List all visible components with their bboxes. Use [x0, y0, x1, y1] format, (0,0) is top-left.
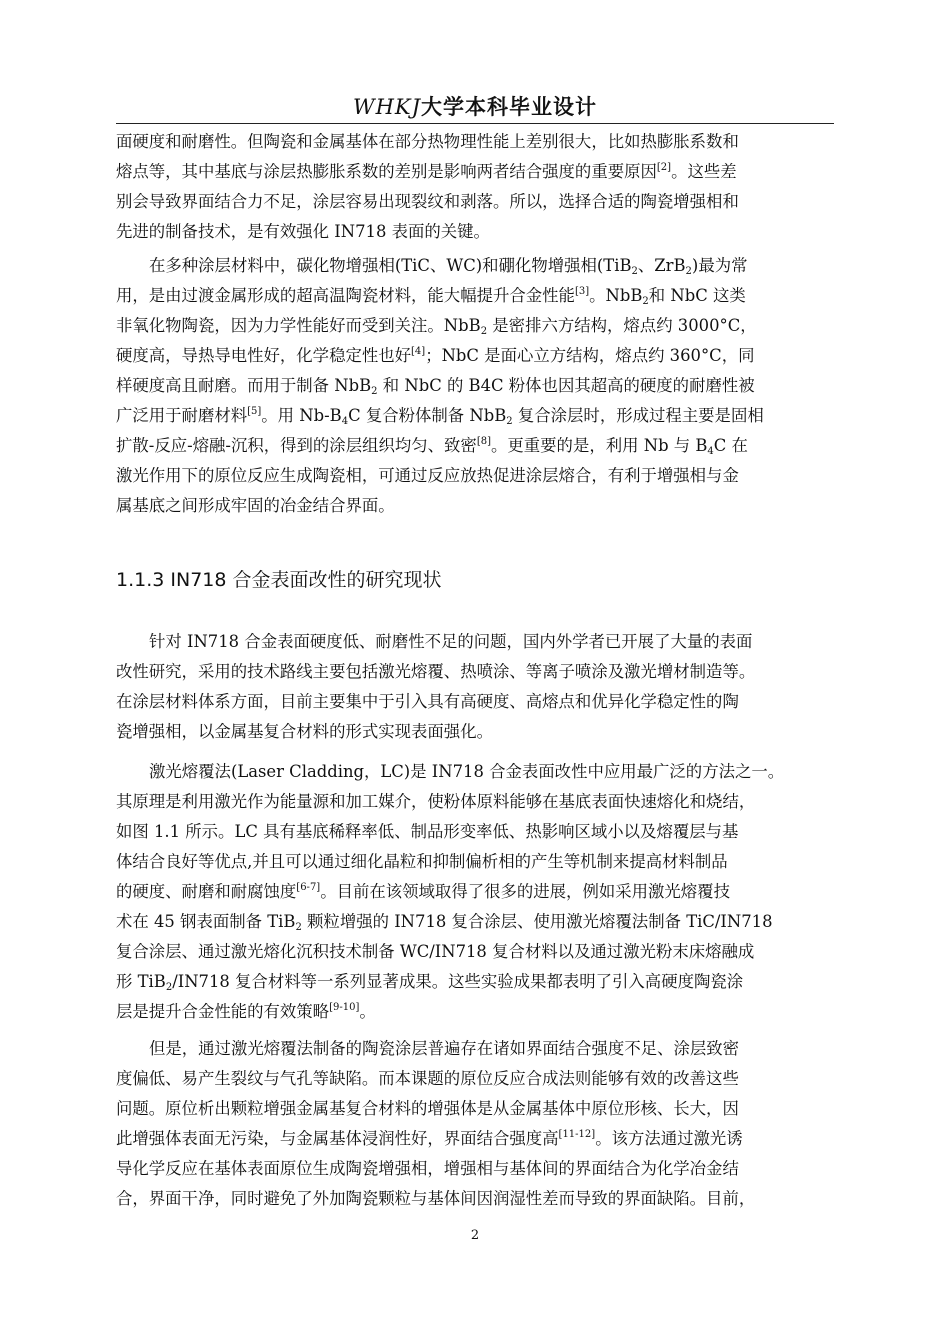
citation: [11-12]: [558, 1129, 596, 1140]
subscript: 2: [371, 386, 378, 397]
text-run: ；NbC 是面心立方结构，熔点约 360°C，同: [425, 346, 755, 365]
text-line: 导化学反应在基体表面原位生成陶瓷增强相，增强相与基体间的界面结合为化学冶金结: [116, 1159, 739, 1178]
text-run: C 在: [713, 436, 748, 455]
subscript: 2: [685, 266, 692, 277]
citation: [3]: [574, 286, 590, 297]
text-line: [116, 997, 838, 1027]
paragraph-1: [116, 127, 838, 247]
text-line: 如图 1.1 所示。LC 具有基底稀释率低、制品形变率低、热影响区域小以及熔覆层与基: [116, 822, 739, 841]
subscript: 4: [707, 446, 714, 457]
text-run: 形 TiB: [116, 972, 166, 991]
text-line: 其原理是利用激光作为能量源和加工媒介，使粉体原料能够在基底表面快速熔化和烧结，: [116, 792, 756, 811]
text-line: [116, 251, 838, 281]
text-line: 瓷增强相，以金属基复合材料的形式实现表面强化。: [116, 722, 493, 741]
text-run: 。用 Nb-B: [261, 406, 342, 425]
text-run: 的硬度、耐磨和耐腐蚀度: [116, 882, 297, 901]
subscript: 2: [480, 326, 488, 337]
section-heading: 1.1.3 IN718 合金表面改性的研究现状: [116, 569, 442, 591]
text-line: [116, 907, 838, 937]
text-line: [116, 341, 838, 371]
text-line: 复合涂层、通过激光熔化沉积技术制备 WC/IN718 复合材料以及通过激光粉末床熔融成: [116, 942, 755, 961]
text-run: 扩散-反应-熔融-沉积，得到的涂层组织均匀、致密: [116, 436, 477, 455]
text-run: 硬度高，导热导电性好，化学稳定性也好: [116, 346, 412, 365]
subscript: 2: [506, 416, 513, 427]
text-run: 和 NbC 这类: [648, 286, 746, 305]
paragraph-2: [116, 251, 838, 521]
text-line: 在涂层材料体系方面，目前主要集中于引入具有高硬度、高熔点和优异化学稳定性的陶: [116, 692, 739, 711]
text-line: [116, 371, 838, 401]
text-line: 面硬度和耐磨性。但陶瓷和金属基体在部分热物理性能上差别很大，比如热膨胀系数和: [116, 132, 739, 151]
subscript: 2: [165, 982, 173, 993]
text-run: /IN718 复合材料等一系列显著成果。这些实验成果都表明了引入高硬度陶瓷涂: [172, 972, 744, 991]
text-line: [116, 877, 838, 907]
text-run: 非氧化物陶瓷，因为力学性能好而受到关注。NbB: [116, 316, 481, 335]
text-run: 、ZrB: [637, 256, 686, 275]
text-line: [116, 157, 838, 187]
text-run: 层是提升合金性能的有效策略: [116, 1002, 330, 1021]
text-run: 。这些差: [671, 162, 737, 181]
text-line: [116, 431, 838, 461]
text-line: 激光作用下的原位反应生成陶瓷相，可通过反应放热促进涂层熔合，有利于增强相与金: [116, 466, 739, 485]
header-latin: WHKJ: [352, 95, 421, 119]
text-run: )最为常: [691, 256, 748, 275]
paragraph-3: [116, 627, 838, 747]
text-run: 熔点等，其中基底与涂层热膨胀系数的差别是影响两者结合强度的重要原因: [116, 162, 657, 181]
text-run: 。更重要的是，利用 Nb 与 B: [491, 436, 708, 455]
paragraph-4: [116, 757, 838, 1027]
text-run: 术在 45 钢表面制备 TiB: [116, 912, 296, 931]
text-run: 颗粒增强的 IN718 复合涂层、使用激光熔覆法制备 TiC/IN718: [301, 912, 773, 931]
text-line: 针对 IN718 合金表面硬度低、耐磨性不足的问题，国内外学者已开展了大量的表面: [149, 632, 753, 651]
text-line: 但是，通过激光熔覆法制备的陶瓷涂层普遍存在诸如界面结合强度不足、涂层致密: [149, 1039, 740, 1058]
text-run: 。该方法通过激光诱: [595, 1129, 743, 1148]
citation: [4]: [411, 346, 426, 357]
text-line: [116, 281, 838, 311]
text-line: 改性研究，采用的技术路线主要包括激光熔覆、热喷涂、等离子喷涂及激光增材制造等。: [116, 662, 756, 681]
text-run: 和 NbC 的 B4C 粉体也因其超高的硬度的耐磨性被: [377, 376, 755, 395]
subscript: 2: [631, 266, 638, 277]
citation: [9-10]: [329, 1002, 360, 1013]
citation: [8]: [476, 436, 491, 447]
citation: [6-7]: [296, 882, 321, 893]
text-run: 。目前在该领域取得了很多的进展，例如采用激光熔覆技: [320, 882, 730, 901]
citation: [5]: [247, 406, 262, 417]
header-title: 大学本科毕业设计: [421, 94, 597, 119]
text-line: 问题。原位析出颗粒增强金属基复合材料的增强体是从金属基体中原位形核、长大，因: [116, 1099, 739, 1118]
citation: [2]: [656, 162, 672, 173]
text-run: 样硬度高且耐磨。而用于制备 NbB: [116, 376, 372, 395]
subscript: 2: [642, 296, 649, 307]
text-run: 是密排六方结构，熔点约 3000°C，: [487, 316, 757, 335]
text-line: [116, 967, 838, 997]
subscript: 2: [295, 922, 302, 933]
text-line: 属基底之间形成牢固的冶金结合界面。: [116, 496, 395, 515]
text-line: [116, 311, 838, 341]
text-line: 先进的制备技术，是有效强化 IN718 表面的关键。: [116, 222, 490, 241]
subscript: 4: [341, 416, 349, 427]
text-line: 激光熔覆法(Laser Cladding，LC)是 IN718 合金表面改性中应用最广泛的方法之一。: [149, 762, 785, 781]
text-line: 度偏低、易产生裂纹与气孔等缺陷。而本课题的原位反应合成法则能够有效的改善这些: [116, 1069, 739, 1088]
text-run: 此增强体表面无污染，与金属基体浸润性好，界面结合强度高: [116, 1129, 559, 1148]
text-run: C 复合粉体制备 NbB: [348, 406, 507, 425]
text-run: 。: [359, 1002, 376, 1021]
page-number: 2: [470, 1228, 480, 1243]
text-line: [116, 1124, 838, 1154]
paragraph-5: [116, 1034, 838, 1214]
page-header: [0, 91, 950, 121]
text-line: [116, 401, 838, 431]
text-run: 在多种涂层材料中，碳化物增强相(TiC、WC)和硼化物增强相(TiB: [149, 256, 632, 275]
text-run: 广泛用于耐磨材料: [116, 406, 248, 425]
text-run: 用，是由过渡金属形成的超高温陶瓷材料，能大幅提升合金性能: [116, 286, 575, 305]
header-rule: [116, 123, 834, 124]
text-line: 体结合良好等优点,并且可以通过细化晶粒和抑制偏析相的产生等机制来提高材料制品: [116, 852, 728, 871]
text-line: 合，界面干净，同时避免了外加陶瓷颗粒与基体间因润湿性差而导致的界面缺陷。目前，: [116, 1189, 756, 1208]
text-run: 复合涂层时，形成过程主要是固相: [512, 406, 764, 425]
text-run: 。NbB: [589, 286, 643, 305]
text-line: 别会导致界面结合力不足，涂层容易出现裂纹和剥落。所以，选择合适的陶瓷增强相和: [116, 192, 739, 211]
